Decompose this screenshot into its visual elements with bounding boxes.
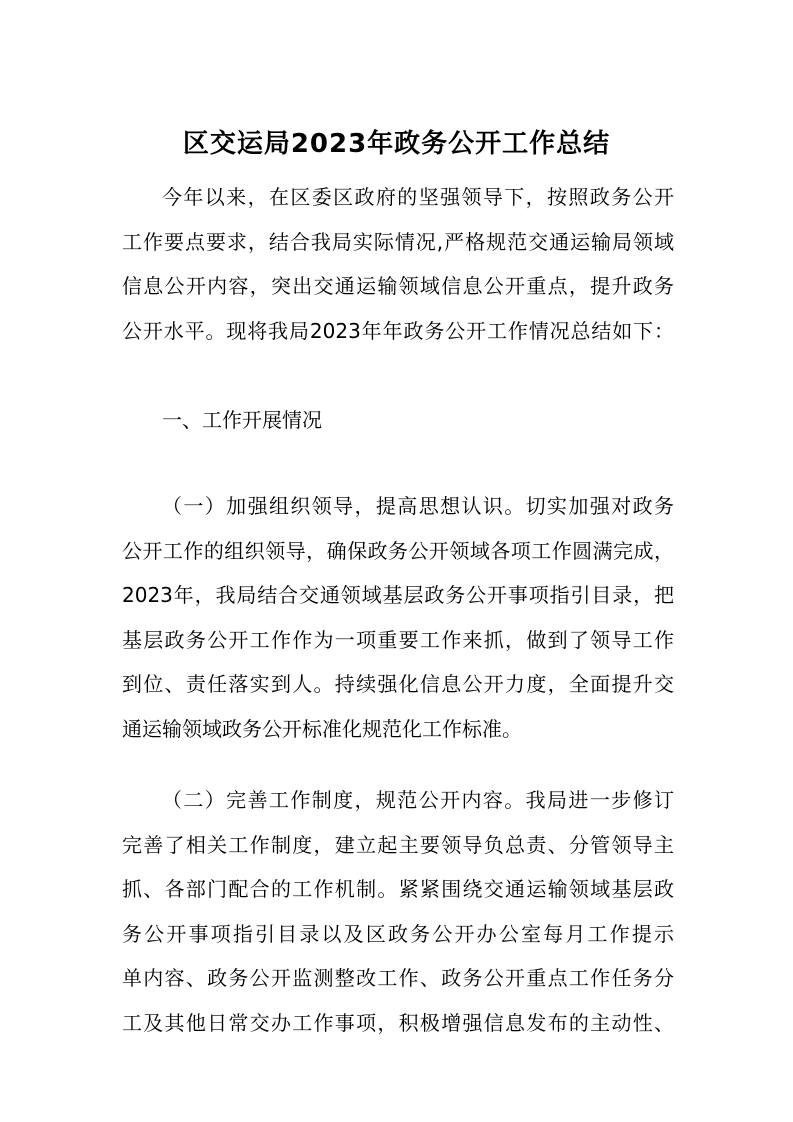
paragraph-line: 基层政务公开工作作为一项重要工作来抓，做到了领导工作 [122, 627, 674, 652]
paragraph-line: 单内容、政务公开监测整改工作、政务公开重点工作任务分 [122, 966, 674, 990]
paragraph-system [122, 778, 674, 1045]
document-title: 区交运局2023年政务公开工作总结 [182, 129, 611, 159]
section-heading-text: 一、工作开展情况 [162, 408, 322, 432]
paragraph-line: 通运输领域政务公开标准化规范化工作标准。 [122, 716, 522, 741]
paragraph-line: （一）加强组织领导，提高思想认识。切实加强对政务 [162, 494, 674, 518]
paragraph-organization [122, 484, 674, 751]
paragraph-line: 抓、各部门配合的工作机制。紧紧围绕交通运输领域基层政 [122, 877, 674, 901]
paragraph-line: 到位、责任落实到人。持续强化信息公开力度，全面提升交 [122, 672, 674, 696]
intro-paragraph [122, 175, 674, 353]
paragraph-line: 完善了相关工作制度，建立起主要领导负总责、分管领导主 [122, 832, 674, 857]
section-heading [122, 398, 674, 443]
paragraph-line: 务公开事项指引目录以及区政务公开办公室每月工作提示 [122, 921, 674, 946]
paragraph-line: 公开工作的组织领导，确保政务公开领域各项工作圆满完成， [122, 538, 674, 563]
paragraph-line: 2023年，我局结合交通领域基层政务公开事项指引目录，把 [122, 583, 674, 607]
paragraph-line: 信息公开内容，突出交通运输领域信息公开重点，提升政务 [122, 274, 674, 298]
paragraph-line: 工及其他日常交办工作事项，积极增强信息发布的主动性、 [122, 1010, 674, 1035]
paragraph-line: （二）完善工作制度，规范公开内容。我局进一步修订 [162, 788, 674, 812]
paragraph-line: 今年以来，在区委区政府的坚强领导下，按照政务公开 [162, 185, 674, 209]
paragraph-line: 工作要点要求，结合我局实际情况,严格规范交通运输局领域 [122, 229, 674, 254]
paragraph-line: 公开水平。现将我局2023年年政务公开工作情况总结如下： [122, 318, 674, 343]
